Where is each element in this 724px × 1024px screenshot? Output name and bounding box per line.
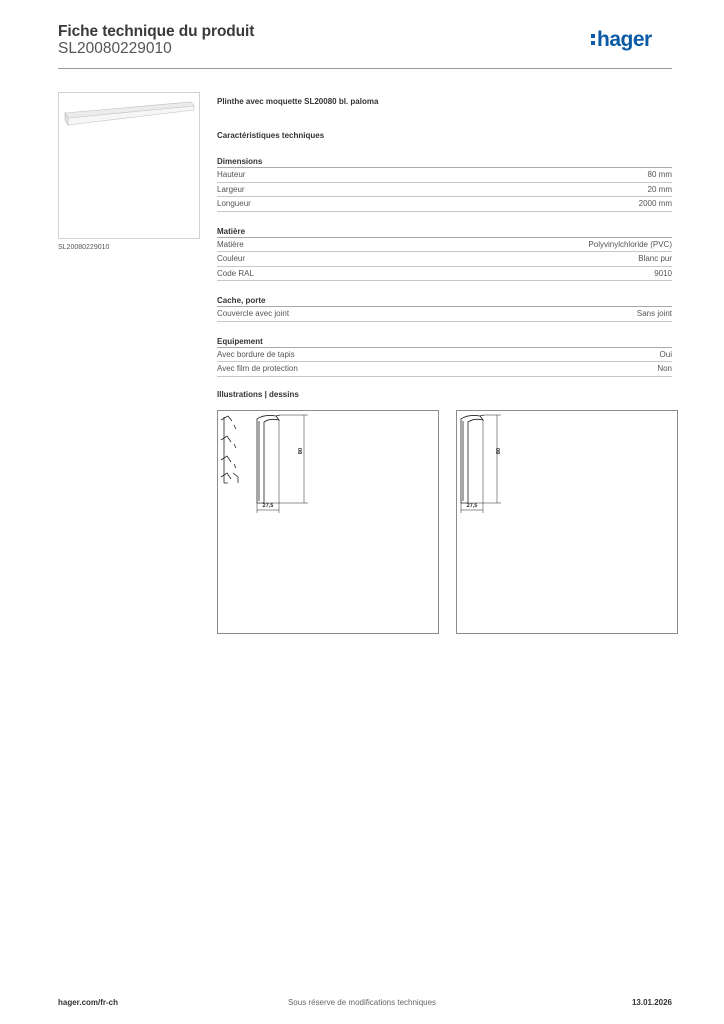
spec-label: Matière: [217, 239, 244, 249]
spec-label: Longueur: [217, 199, 251, 208]
spec-group-material: [217, 225, 672, 282]
spec-value: Blanc pur: [638, 254, 672, 263]
spec-row: [217, 197, 672, 212]
footer-notice: Sous réserve de modifications techniques: [287, 998, 437, 1007]
profile-contour: [463, 415, 484, 501]
spec-group-equipment: [217, 335, 672, 377]
spec-label: Largeur: [217, 184, 245, 194]
product-image-caption: SL20080229010: [58, 244, 110, 251]
logo-dot-top: [591, 34, 595, 38]
illustrations-title: Illustrations | dessins: [217, 390, 299, 399]
footer-date: 13.01.2026: [631, 998, 672, 1007]
hager-logo: [590, 27, 680, 53]
profile-contour: [461, 415, 483, 503]
illustration-drawing-2: [456, 410, 678, 634]
logo-text: hager: [597, 28, 652, 51]
spec-value: 9010: [654, 268, 672, 278]
spec-row: [217, 362, 672, 377]
height-dimension-label: 80: [496, 447, 502, 455]
width-dimension-label: 27,5: [466, 503, 478, 509]
spec-row: [217, 238, 672, 253]
spec-value: 20 mm: [647, 184, 672, 194]
spec-value: 80 mm: [647, 170, 672, 179]
spec-value: 2000 mm: [638, 199, 672, 208]
product-image: [58, 92, 200, 239]
width-dimension-label: 27,5: [262, 503, 274, 509]
spec-group-dimensions: [217, 155, 672, 212]
product-name: Plinthe avec moquette SL20080 bl. paloma: [217, 97, 379, 106]
header-divider: [58, 68, 672, 69]
spec-row: [217, 252, 672, 267]
spec-group-title: Equipement: [217, 335, 672, 348]
spec-row: [217, 348, 672, 363]
profile-contour: [257, 415, 279, 503]
spec-label: Avec film de protection: [217, 364, 298, 373]
spec-label: Hauteur: [217, 170, 246, 179]
spec-group-title: Dimensions: [217, 155, 672, 168]
spec-group-cover: [217, 294, 672, 322]
spec-label: Code RAL: [217, 268, 254, 278]
profile-contour: [259, 415, 280, 501]
spec-value: Sans joint: [636, 309, 672, 318]
spec-label: Couvercle avec joint: [217, 309, 290, 318]
spec-value: Oui: [659, 349, 672, 359]
technical-specs: [217, 96, 672, 377]
page-title: Fiche technique du produit: [58, 23, 255, 40]
height-dimension-label: 80: [298, 447, 304, 455]
spec-group-title: Cache, porte: [217, 294, 672, 307]
specs-section-title: Caractéristiques techniques: [217, 131, 325, 140]
spec-row: [217, 183, 672, 198]
spec-value: Non: [657, 364, 672, 373]
logo-dot-bottom: [591, 41, 595, 45]
detail-contour: [221, 416, 232, 483]
detail-contour: [233, 425, 238, 483]
spec-row: [217, 168, 672, 183]
product-reference: SL20080229010: [58, 40, 172, 57]
illustration-drawing-1: [217, 410, 439, 634]
spec-label: Avec bordure de tapis: [217, 349, 295, 359]
spec-label: Couleur: [217, 254, 246, 263]
spec-row: [217, 267, 672, 282]
spec-group-title: Matière: [217, 225, 672, 238]
spec-row: [217, 307, 672, 322]
footer-website-link[interactable]: hager.com/fr-ch: [58, 998, 119, 1007]
spec-value: Polyvinylchloride (PVC): [588, 239, 672, 249]
